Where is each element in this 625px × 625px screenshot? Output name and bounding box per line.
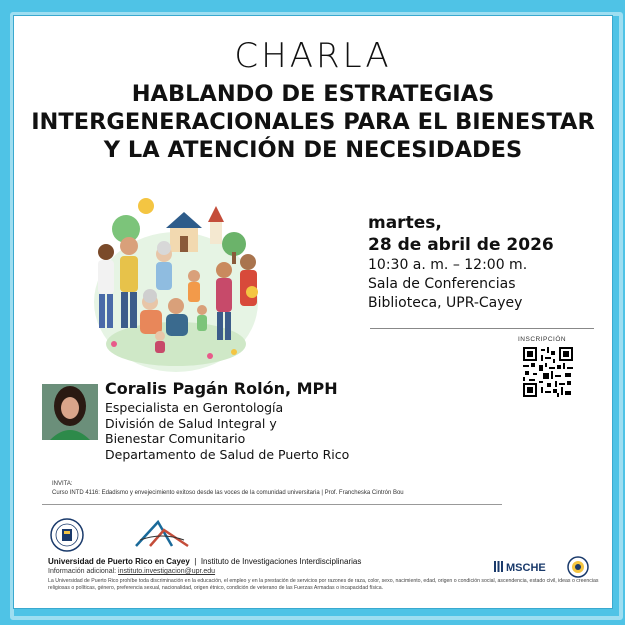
speaker-role: Departamento de Salud de Puerto Rico	[105, 446, 350, 462]
non-discrimination-notice: La Universidad de Puerto Rico prohíbe toda discriminación en la educación, el empleo y en la prestación de servicios por razones de raza, color, sexo, nacimiento, edad, origen o condición social, ascendencia, estado civil, ideas o creencias religiosas o políticas, género, preferencia sexual, nacionalidad, origen étnico, condición de veterano de las Fuerzas Armadas o incapacidad física.	[48, 578, 599, 591]
invite-divider	[42, 504, 502, 505]
footer-contact	[48, 568, 215, 575]
invite-text: Curso INTD 4116: Edadismo y envejecimiento exitoso desde las voces de la comunidad universitaria | Prof. Francheska Cintrón Bou	[52, 490, 404, 496]
msche-logo	[494, 561, 560, 577]
event-date: 28 de abril de 2026	[368, 235, 554, 255]
event-time: 10:30 a. m. – 12:00 m.	[368, 257, 528, 273]
speaker-role: División de Salud Integral y	[105, 415, 277, 431]
contact-email-link[interactable]: instituto.investigacion@upr.edu	[118, 568, 216, 575]
speaker-photo	[42, 384, 98, 440]
speaker-name: Coralis Pagán Rolón, MPH	[105, 379, 338, 398]
msche-label: MSCHE	[506, 562, 546, 574]
university-name: Universidad de Puerto Rico en Cayey	[48, 557, 190, 566]
footer-separator: |	[194, 557, 197, 566]
invite-label: INVITA:	[52, 481, 73, 487]
event-room: Sala de Conferencias	[368, 276, 516, 292]
speaker-role: Bienestar Comunitario	[105, 431, 246, 446]
speaker-info	[105, 378, 349, 462]
university-seal-icon	[50, 518, 84, 552]
section-divider	[370, 328, 594, 329]
invite-block	[52, 480, 404, 498]
family-illustration	[84, 184, 264, 374]
registration-qr-code[interactable]	[523, 347, 573, 397]
event-title-line: Y LA ATENCIÓN DE NECESIDADES	[103, 137, 523, 163]
event-title-line: HABLANDO DE ESTRATEGIAS	[131, 81, 495, 107]
msche-bars-icon	[494, 561, 504, 572]
event-details	[368, 212, 608, 313]
accreditation-badge-icon	[567, 556, 589, 578]
event-title	[24, 80, 602, 164]
contact-label: Información adicional:	[48, 568, 117, 575]
event-venue: Biblioteca, UPR-Cayey	[368, 295, 523, 311]
footer-institution	[48, 557, 361, 566]
event-type-heading: CHARLA	[234, 36, 392, 76]
institute-logo-icon	[132, 516, 192, 552]
speaker-role: Especialista en Gerontología	[105, 400, 284, 415]
event-day: martes,	[368, 213, 442, 233]
registration-label: INSCRIPCIÓN	[518, 336, 567, 343]
event-title-line: INTERGENERACIONALES PARA EL BIENESTAR	[31, 109, 595, 135]
institute-name: Instituto de Investigaciones Interdisciplinarias	[200, 557, 362, 566]
flyer-card	[14, 16, 612, 608]
